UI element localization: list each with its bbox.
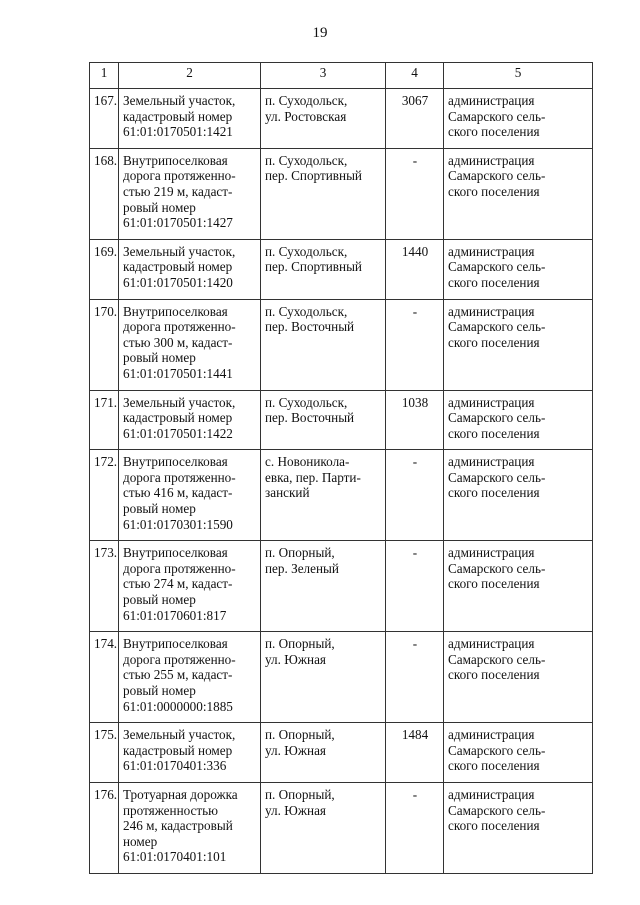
object-name-line: 61:01:0170501:1427 — [123, 215, 233, 231]
object-name-line: кадастровый номер — [123, 259, 233, 275]
object-name-cell — [119, 632, 261, 723]
address-line: п. Суходольск, — [265, 303, 348, 319]
table-header — [90, 63, 593, 89]
row-number: 168. — [90, 148, 119, 239]
address-cell — [261, 632, 386, 723]
owner-line: администрация — [448, 93, 535, 108]
object-name-line: Внутрипоселковая — [123, 303, 228, 319]
owner-cell — [444, 299, 593, 390]
row-number: 167. — [90, 89, 119, 149]
table-body — [90, 89, 593, 874]
owner-cell — [444, 89, 593, 149]
object-name-line: 61:01:0170501:1420 — [123, 274, 233, 290]
object-name-line: Земельный участок, — [123, 243, 236, 259]
address-line: ул. Ростовская — [265, 108, 347, 124]
owner-line: ского поселения — [448, 274, 540, 290]
table-row — [90, 450, 593, 541]
address-cell — [261, 89, 386, 149]
owner-line: администрация — [448, 454, 535, 470]
object-name-line: стью 416 м, кадаст- — [123, 485, 233, 501]
owner-line: администрация — [448, 727, 535, 743]
owner-line: администрация — [448, 786, 535, 802]
object-name-line: дорога протяженно- — [123, 168, 236, 184]
object-name-line: номер — [123, 833, 158, 849]
table-row — [90, 239, 593, 299]
object-name-line: 61:01:0170401:101 — [123, 849, 227, 865]
header-col-3: 3 — [261, 63, 386, 89]
header-col-5: 5 — [444, 63, 593, 89]
object-name-line: Внутрипоселковая — [123, 636, 228, 652]
object-name-line: Внутрипоселковая — [123, 152, 228, 168]
object-name-line: 246 м, кадастровый — [123, 818, 233, 834]
address-cell — [261, 541, 386, 632]
owner-line: Самарского сель- — [448, 108, 546, 124]
address-line: пер. Восточный — [265, 410, 355, 426]
table-row — [90, 148, 593, 239]
address-line: с. Новоникола- — [265, 454, 350, 470]
owner-cell — [444, 782, 593, 873]
address-line: пер. Зеленый — [265, 560, 339, 576]
object-name-cell — [119, 299, 261, 390]
object-name-line: ровый номер — [123, 199, 196, 215]
area-cell: 1440 — [386, 239, 444, 299]
area-cell: - — [386, 782, 444, 873]
owner-line: ского поселения — [448, 758, 540, 774]
object-name-line: Тротуарная дорожка — [123, 786, 238, 802]
address-line: ул. Южная — [265, 651, 326, 667]
address-line: п. Опорный, — [265, 786, 335, 802]
row-number: 176. — [90, 782, 119, 873]
table-row — [90, 299, 593, 390]
owner-line: администрация — [448, 303, 535, 319]
header-row — [90, 63, 593, 89]
object-name-line: кадастровый номер — [123, 108, 233, 124]
object-name-line: дорога протяженно- — [123, 469, 236, 485]
object-name-cell — [119, 239, 261, 299]
object-name-line: Земельный участок, — [123, 394, 236, 410]
table-row — [90, 541, 593, 632]
object-name-cell — [119, 390, 261, 450]
address-line: пер. Восточный — [265, 319, 355, 335]
row-number: 169. — [90, 239, 119, 299]
object-name-line: дорога протяженно- — [123, 319, 236, 335]
row-number: 175. — [90, 723, 119, 783]
table-row — [90, 390, 593, 450]
object-name-line: стью 255 м, кадаст- — [123, 667, 233, 683]
owner-line: ского поселения — [448, 425, 540, 441]
owner-line: администрация — [448, 243, 535, 259]
owner-cell — [444, 390, 593, 450]
area-cell: - — [386, 632, 444, 723]
row-number: 171. — [90, 390, 119, 450]
object-name-line: 61:01:0170301:1590 — [123, 516, 233, 532]
property-registry-table — [89, 62, 593, 874]
owner-line: ского поселения — [448, 183, 540, 199]
address-line: пер. Спортивный — [265, 168, 362, 184]
owner-line: администрация — [448, 545, 535, 561]
address-cell — [261, 299, 386, 390]
object-name-line: ровый номер — [123, 592, 196, 608]
owner-cell — [444, 148, 593, 239]
row-number: 174. — [90, 632, 119, 723]
area-cell: 3067 — [386, 89, 444, 149]
owner-cell — [444, 239, 593, 299]
object-name-line: протяженностью — [123, 802, 219, 818]
owner-line: Самарского сель- — [448, 651, 546, 667]
object-name-line: Земельный участок, — [123, 93, 236, 108]
object-name-line: 61:01:0170601:817 — [123, 607, 227, 623]
owner-line: Самарского сель- — [448, 469, 546, 485]
area-cell: - — [386, 541, 444, 632]
address-line: п. Опорный, — [265, 636, 335, 652]
object-name-line: Внутрипоселковая — [123, 545, 228, 561]
row-number: 173. — [90, 541, 119, 632]
area-cell: 1038 — [386, 390, 444, 450]
area-cell: 1484 — [386, 723, 444, 783]
area-cell: - — [386, 148, 444, 239]
table-row — [90, 723, 593, 783]
object-name-line: ровый номер — [123, 501, 196, 517]
owner-line: ского поселения — [448, 485, 540, 501]
address-cell — [261, 390, 386, 450]
object-name-line: ровый номер — [123, 683, 196, 698]
owner-line: Самарского сель- — [448, 410, 546, 426]
owner-line: Самарского сель- — [448, 742, 546, 758]
address-cell — [261, 782, 386, 873]
object-name-cell — [119, 782, 261, 873]
page-number: 19 — [312, 25, 328, 41]
owner-line: Самарского сель- — [448, 802, 546, 818]
address-line: занский — [265, 485, 310, 501]
area-cell: - — [386, 299, 444, 390]
object-name-line: 61:01:0170501:1441 — [123, 365, 233, 381]
object-name-line: стью 300 м, кадаст- — [123, 334, 233, 350]
object-name-line: кадастровый номер — [123, 742, 233, 758]
address-line: пер. Спортивный — [265, 259, 362, 275]
owner-line: ского поселения — [448, 667, 540, 683]
row-number: 170. — [90, 299, 119, 390]
header-col-4: 4 — [386, 63, 444, 89]
header-col-1: 1 — [90, 63, 119, 89]
object-name-line: 61:01:0170501:1421 — [123, 124, 233, 140]
object-name-line: стью 274 м, кадаст- — [123, 576, 233, 592]
owner-cell — [444, 723, 593, 783]
object-name-line: Земельный участок, — [123, 727, 236, 743]
address-line: ул. Южная — [265, 802, 326, 818]
address-line: п. Суходольск, — [265, 152, 348, 168]
address-cell — [261, 148, 386, 239]
address-line: п. Опорный, — [265, 727, 335, 743]
owner-line: ского поселения — [448, 818, 540, 834]
object-name-line: ровый номер — [123, 350, 196, 366]
table-row — [90, 89, 593, 149]
owner-cell — [444, 450, 593, 541]
address-cell — [261, 450, 386, 541]
object-name-line: дорога протяженно- — [123, 560, 236, 576]
object-name-cell — [119, 148, 261, 239]
owner-line: администрация — [448, 636, 535, 652]
owner-line: ского поселения — [448, 124, 540, 140]
owner-line: Самарского сель- — [448, 168, 546, 184]
owner-line: Самарского сель- — [448, 319, 546, 335]
header-col-2: 2 — [119, 63, 261, 89]
object-name-line: 61:01:0000000:1885 — [123, 698, 233, 714]
row-number: 172. — [90, 450, 119, 541]
object-name-line: Внутрипоселковая — [123, 454, 228, 470]
owner-line: Самарского сель- — [448, 560, 546, 576]
object-name-line: кадастровый номер — [123, 410, 233, 426]
owner-line: администрация — [448, 152, 535, 168]
object-name-cell — [119, 541, 261, 632]
object-name-line: стью 219 м, кадаст- — [123, 183, 233, 199]
address-line: п. Суходольск, — [265, 243, 348, 259]
address-line: п. Суходольск, — [265, 93, 348, 108]
object-name-line: 61:01:0170501:1422 — [123, 425, 233, 441]
table-row — [90, 632, 593, 723]
table-row — [90, 782, 593, 873]
owner-line: администрация — [448, 394, 535, 410]
object-name-cell — [119, 723, 261, 783]
address-line: евка, пер. Парти- — [265, 469, 361, 485]
owner-line: Самарского сель- — [448, 259, 546, 275]
object-name-cell — [119, 89, 261, 149]
object-name-line: дорога протяженно- — [123, 651, 236, 667]
object-name-cell — [119, 450, 261, 541]
address-cell — [261, 239, 386, 299]
owner-line: ского поселения — [448, 334, 540, 350]
owner-cell — [444, 632, 593, 723]
owner-line: ского поселения — [448, 576, 540, 592]
area-cell: - — [386, 450, 444, 541]
address-cell — [261, 723, 386, 783]
address-line: п. Суходольск, — [265, 394, 348, 410]
address-line: ул. Южная — [265, 742, 326, 758]
address-line: п. Опорный, — [265, 545, 335, 561]
owner-cell — [444, 541, 593, 632]
object-name-line: 61:01:0170401:336 — [123, 758, 227, 774]
